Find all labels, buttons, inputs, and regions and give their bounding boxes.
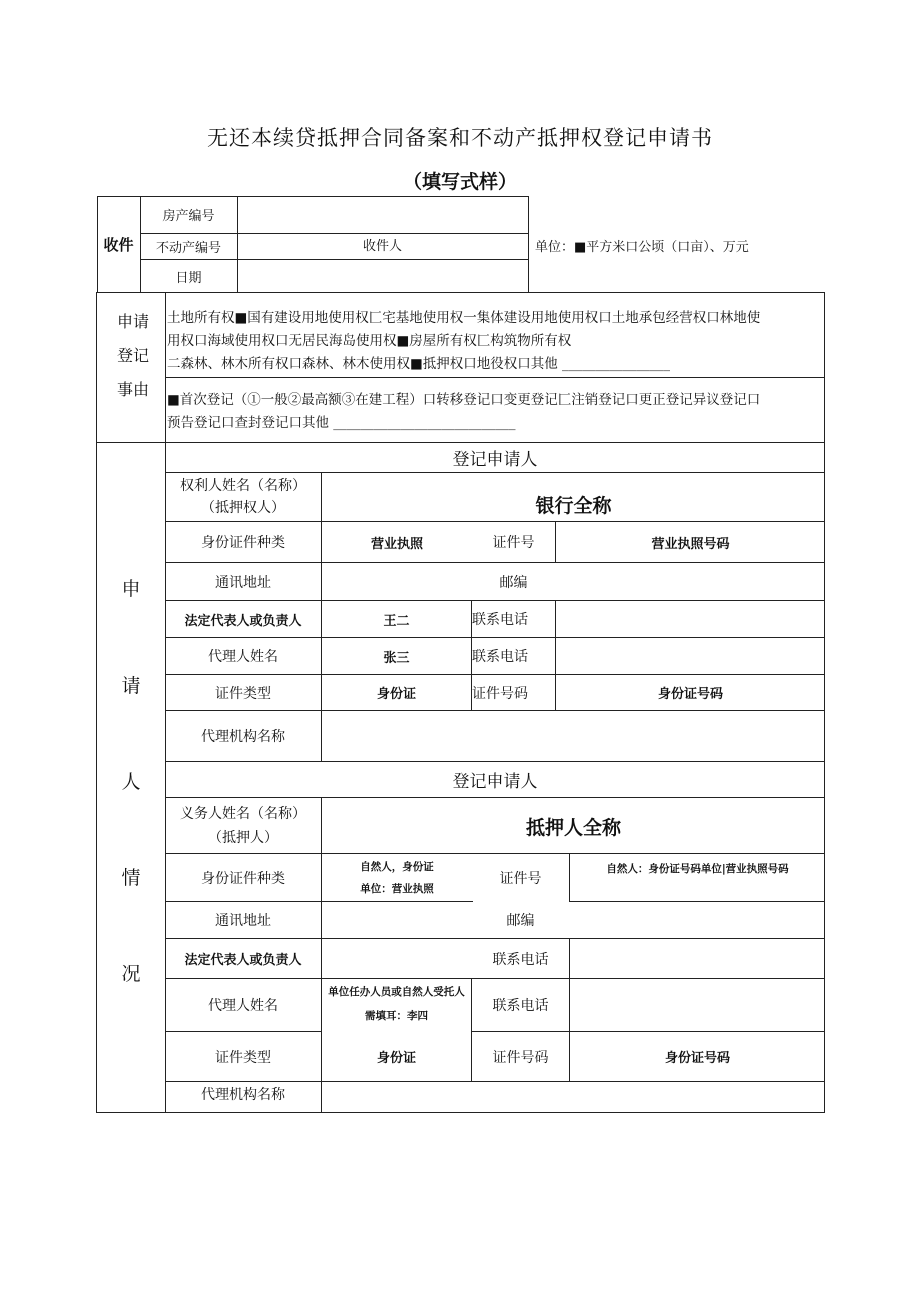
obligor-id-type-value: 自然人，身份证 单位：营业执照 xyxy=(360,861,434,895)
registration-types-list: ■首次登记（①一般②最高额③在建工程）口转移登记口变更登记匚注销登记口更正登记异议登记口 预告登记口查封登记口其他 ___________________________ xyxy=(167,392,761,431)
obligor-legal-rep-label: 法定代表人或负责人 xyxy=(184,953,302,968)
side-char-5: 况 xyxy=(121,962,141,985)
obligee-agency-label: 代理机构名称 xyxy=(201,729,285,745)
obligee-id-no-label: 证件号 xyxy=(492,535,535,551)
obligee-cert-no-label: 证件号码 xyxy=(472,685,528,702)
obligee-agent-label: 代理人姓名 xyxy=(208,649,278,665)
date-label: 日期 xyxy=(175,270,202,286)
obligee-phone-label-1: 联系电话 xyxy=(472,612,528,628)
obligor-agency-label: 代理机构名称 xyxy=(201,1087,285,1103)
page-title: 无还本续贷抵押合同备案和不动产抵押权登记申请书 xyxy=(207,126,713,150)
matter-label: 申请 登记 事由 xyxy=(116,312,149,399)
obligor-agent-value: 单位任办人员或自然人受托人 需填耳：李四 xyxy=(328,986,465,1022)
obligor-phone-label-2: 联系电话 xyxy=(492,998,549,1014)
property-no-label: 房产编号 xyxy=(162,209,215,224)
obligor-id-no-label: 证件号 xyxy=(499,870,542,887)
page-subtitle: （填写式样） xyxy=(402,171,517,193)
obligee-cert-type-label: 证件类型 xyxy=(215,685,271,702)
obligee-legal-rep-label: 法定代表人或负责人 xyxy=(184,613,302,629)
obligor-agent-label: 代理人姓名 xyxy=(208,998,278,1014)
obligee-address-label: 通讯地址 xyxy=(215,574,271,591)
side-char-4: 情 xyxy=(121,866,141,889)
obligor-cert-type-label: 证件类型 xyxy=(215,1049,271,1066)
side-char-2: 请 xyxy=(121,674,141,697)
obligor-cert-no-value: 身份证号码 xyxy=(664,1051,730,1066)
obligor-cert-type-value: 身份证 xyxy=(376,1051,416,1066)
obligor-id-no-value: 自然人：身份证号码单位|营业执照号码 xyxy=(606,862,789,875)
obligor-name-label: 义务人姓名（名称） （抵押人） xyxy=(180,805,306,846)
obligor-address-label: 通讯地址 xyxy=(215,913,271,929)
obligee-id-type-value: 营业执照 xyxy=(370,536,423,552)
obligor-name-value: 抵押人全称 xyxy=(525,816,621,839)
unit-note: 单位：■平方米口公顷（口亩）、万元 xyxy=(535,239,749,255)
obligor-cert-no-label: 证件号码 xyxy=(492,1049,549,1066)
side-char-1: 申 xyxy=(121,577,141,600)
obligee-section-title: 登记申请人 xyxy=(452,450,538,470)
obligee-name-value: 银行全称 xyxy=(535,494,612,517)
obligee-phone-label-2: 联系电话 xyxy=(472,649,528,665)
obligor-phone-label-1: 联系电话 xyxy=(492,951,549,968)
obligor-postcode-label: 邮编 xyxy=(506,913,535,929)
realestate-no-label: 不动产编号 xyxy=(155,240,221,256)
obligor-id-type-label: 身份证件种类 xyxy=(201,870,285,887)
receiver-label: 收件人 xyxy=(362,238,402,254)
right-types-list: 土地所有权■国有建设用地使用权匚宅基地使用权一集体建设用地使用权口土地承包经营权口林地使 用权口海域使用权口无居民海岛使用权■房屋所有权匚构筑物所有权 二森林、林木所有权口森林、林木使用权■抵押权口地役权口其他 ________________ xyxy=(167,310,761,372)
obligee-cert-type-value: 身份证 xyxy=(376,687,416,702)
obligee-legal-rep-value: 王二 xyxy=(383,613,410,629)
obligee-name-label: 权利人姓名（名称） （抵押权人） xyxy=(180,478,306,516)
obligee-cert-no-value: 身份证号码 xyxy=(657,687,723,702)
receipt-label: 收件 xyxy=(103,236,134,254)
obligee-postcode-label: 邮编 xyxy=(499,574,528,591)
obligee-id-no-value: 营业执照号码 xyxy=(651,536,730,552)
obligor-section-title: 登记申请人 xyxy=(452,772,538,792)
obligee-id-type-label: 身份证件种类 xyxy=(201,535,285,551)
side-char-3: 人 xyxy=(121,770,141,793)
obligee-agent-value: 张三 xyxy=(383,650,410,666)
